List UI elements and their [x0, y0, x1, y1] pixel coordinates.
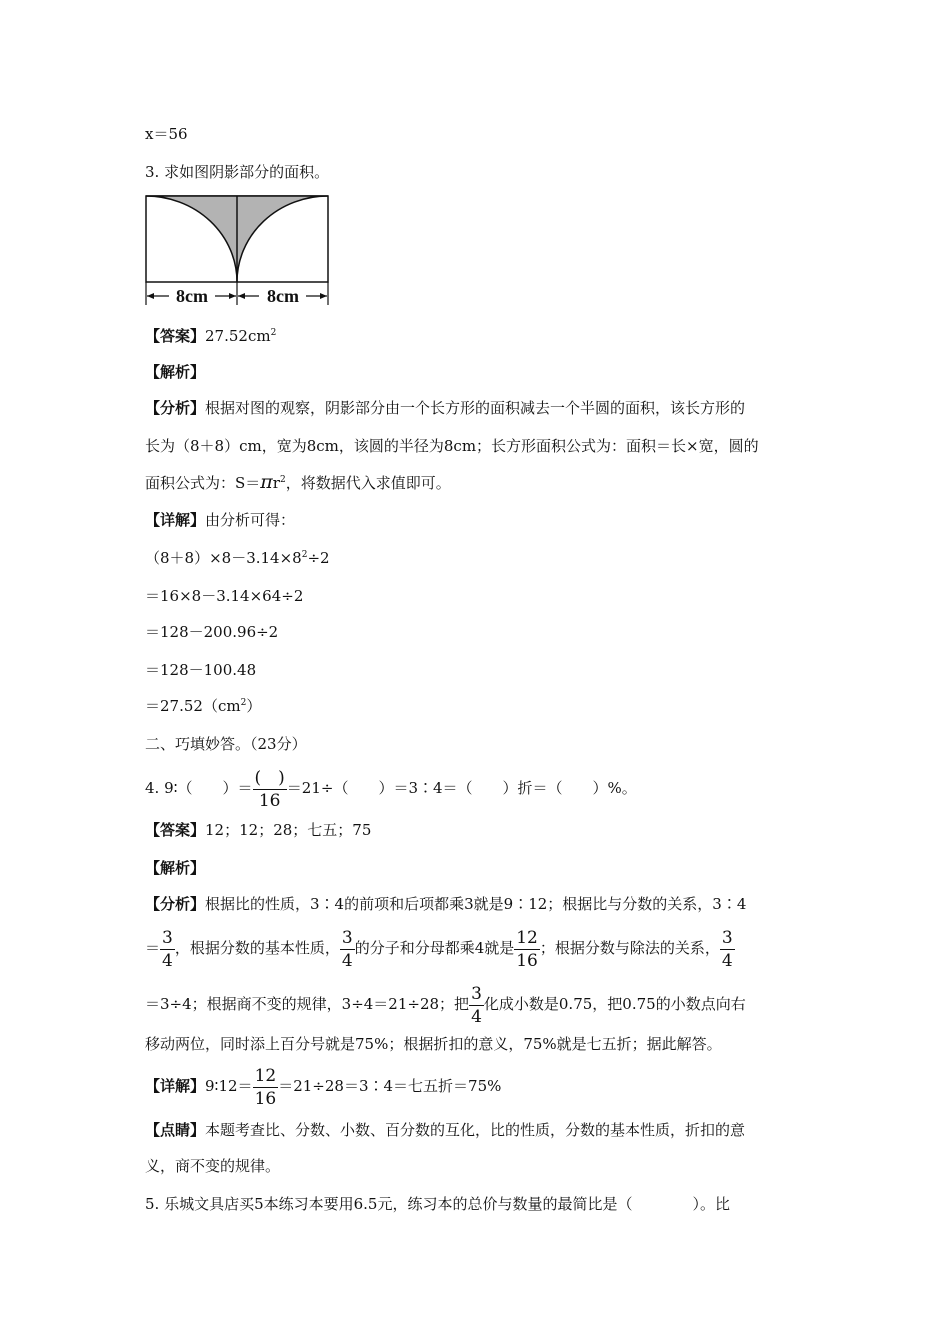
radius-symbol: r	[272, 474, 280, 492]
arrow-right-start	[238, 293, 245, 299]
analysis-text: 根据比的性质，3∶4的前项和后项都乘3就是9∶12；根据比与分数的关系，3∶4	[205, 895, 747, 913]
arrow-left-end	[229, 293, 236, 299]
dim-label-left: 8cm	[176, 286, 208, 306]
detail-label: 【详解】	[145, 1077, 206, 1095]
analysis-2-line-2	[145, 924, 735, 972]
frac-bar	[160, 949, 175, 950]
frac-num: 3	[471, 983, 482, 1004]
text-seg: ＝3÷4；根据商不变的规律，3÷4＝21÷28；把	[145, 995, 470, 1013]
analysis-text: 根据对图的观察，阴影部分由一个长方形的面积减去一个半圆的面积，该长方形的	[205, 399, 746, 417]
answer-label: 【答案】	[145, 327, 206, 345]
point-text: 本题考查比、分数、小数、百分数的互化，比的性质，分数的基本性质，折扣的意	[205, 1121, 746, 1139]
step-1	[145, 548, 330, 568]
detail-1	[145, 510, 295, 530]
frac-bar	[340, 949, 355, 950]
step-2: ＝16×8－3.14×64÷2	[145, 587, 304, 605]
analysis-2-line-3	[145, 980, 746, 1028]
analysis-label: 【分析】	[145, 895, 206, 913]
fraction-3-4	[720, 928, 735, 971]
detail-label: 【详解】	[145, 511, 206, 529]
frac-bar	[253, 789, 287, 790]
frac-bar	[514, 949, 540, 950]
text-seg: ，根据分数的基本性质，	[174, 939, 340, 957]
figure-svg	[145, 193, 335, 307]
q4-part-a: 4. 9∶（ ）＝	[145, 779, 253, 797]
point-label: 【点睛】	[145, 1121, 206, 1139]
answer-sup: 2	[270, 328, 277, 338]
frac-den: 16	[516, 950, 538, 971]
text-seg: ＝	[145, 939, 161, 957]
fraction-12-16	[253, 1066, 279, 1109]
answer-4	[145, 820, 371, 840]
question-4	[145, 764, 637, 812]
pi-symbol: π	[260, 471, 273, 493]
frac-num: 3	[162, 927, 173, 948]
analysis-heading-2: 【解析】	[145, 859, 206, 877]
analysis-heading-1: 【解析】	[145, 363, 206, 381]
q4-part-b: ＝21÷（ ）＝3∶4＝（ ）折＝（ ）%。	[286, 779, 637, 797]
q4-frac-den: 16	[258, 790, 281, 811]
text-seg: ；根据分数与除法的关系，	[539, 939, 720, 957]
analysis-label: 【分析】	[145, 399, 206, 417]
step-1-sup: 2	[301, 550, 308, 560]
shaded-area-figure	[145, 193, 335, 311]
answer-label: 【答案】	[145, 821, 206, 839]
formula-prefix: 面积公式为：S＝	[145, 474, 261, 492]
frac-num: 12	[516, 927, 538, 948]
q4-fraction	[253, 768, 287, 811]
frac-num: 3	[721, 927, 733, 948]
frac-den: 4	[471, 1006, 482, 1027]
answer-value: 27.52cm	[205, 327, 271, 345]
text-seg: 9∶12＝	[205, 1077, 253, 1095]
analysis-1-line-3	[145, 472, 451, 493]
frac-den: 16	[254, 1088, 277, 1109]
step-3: ＝128－200.96÷2	[145, 623, 279, 641]
step-5	[145, 696, 261, 716]
formula-suffix: ，将数据代入求值即可。	[285, 474, 451, 492]
step-1-b: ÷2	[307, 549, 330, 567]
frac-den: 4	[341, 950, 353, 971]
analysis-2-line-1	[145, 894, 746, 914]
fraction-3-4	[340, 928, 355, 971]
arrow-left-start	[147, 293, 154, 299]
frac-bar	[469, 1005, 484, 1006]
analysis-1-line-2: 长为（8＋8）cm，宽为8cm，该圆的半径为8cm；长方形面积公式为：面积＝长×宽，圆的	[145, 437, 759, 455]
fraction-3-4	[469, 984, 484, 1027]
answer-3	[145, 326, 276, 346]
answer-value: 12；12；28；七五；75	[205, 821, 372, 839]
text-seg: ＝21÷28＝3∶4＝七五折＝75%	[278, 1077, 502, 1095]
question-5: 5. 乐城文具店买5本练习本要用6.5元，练习本的总价与数量的最简比是（ ）。比	[145, 1195, 730, 1213]
section-2-heading: 二、巧填妙答。（23分）	[145, 735, 307, 753]
text-seg: 的分子和分母都乘4就是	[354, 939, 515, 957]
frac-num: 12	[254, 1065, 277, 1086]
q4-frac-num: ( )	[254, 767, 285, 788]
frac-num: 3	[341, 927, 353, 948]
radius-sup: 2	[279, 475, 286, 485]
question-3: 3. 求如图阴影部分的面积。	[145, 163, 330, 181]
frac-bar	[720, 949, 735, 950]
analysis-2-line-4: 移动两位，同时添上百分号就是75%；根据折扣的意义，75%就是七五折；据此解答。	[145, 1035, 722, 1053]
step-5-sup: 2	[240, 698, 247, 708]
step-5-b: ）	[246, 697, 262, 715]
step-5-a: ＝27.52（cm	[145, 697, 241, 715]
analysis-1-line-1	[145, 398, 745, 418]
frac-den: 4	[721, 950, 733, 971]
frac-bar	[253, 1087, 279, 1088]
equation-result: x＝56	[145, 125, 188, 143]
step-4: ＝128－100.48	[145, 661, 257, 679]
frac-den: 4	[162, 950, 173, 971]
arrow-right-end	[320, 293, 327, 299]
detail-text: 由分析可得：	[205, 511, 296, 529]
step-1-a: （8＋8）×8－3.14×8	[145, 549, 302, 567]
point-1	[145, 1120, 745, 1140]
text-seg: 化成小数是0.75，把0.75的小数点向右	[483, 995, 746, 1013]
point-2: 义，商不变的规律。	[145, 1157, 281, 1175]
fraction-3-4	[160, 928, 175, 971]
dim-label-right: 8cm	[267, 286, 299, 306]
detail-2	[145, 1062, 501, 1110]
fraction-12-16	[514, 928, 540, 971]
